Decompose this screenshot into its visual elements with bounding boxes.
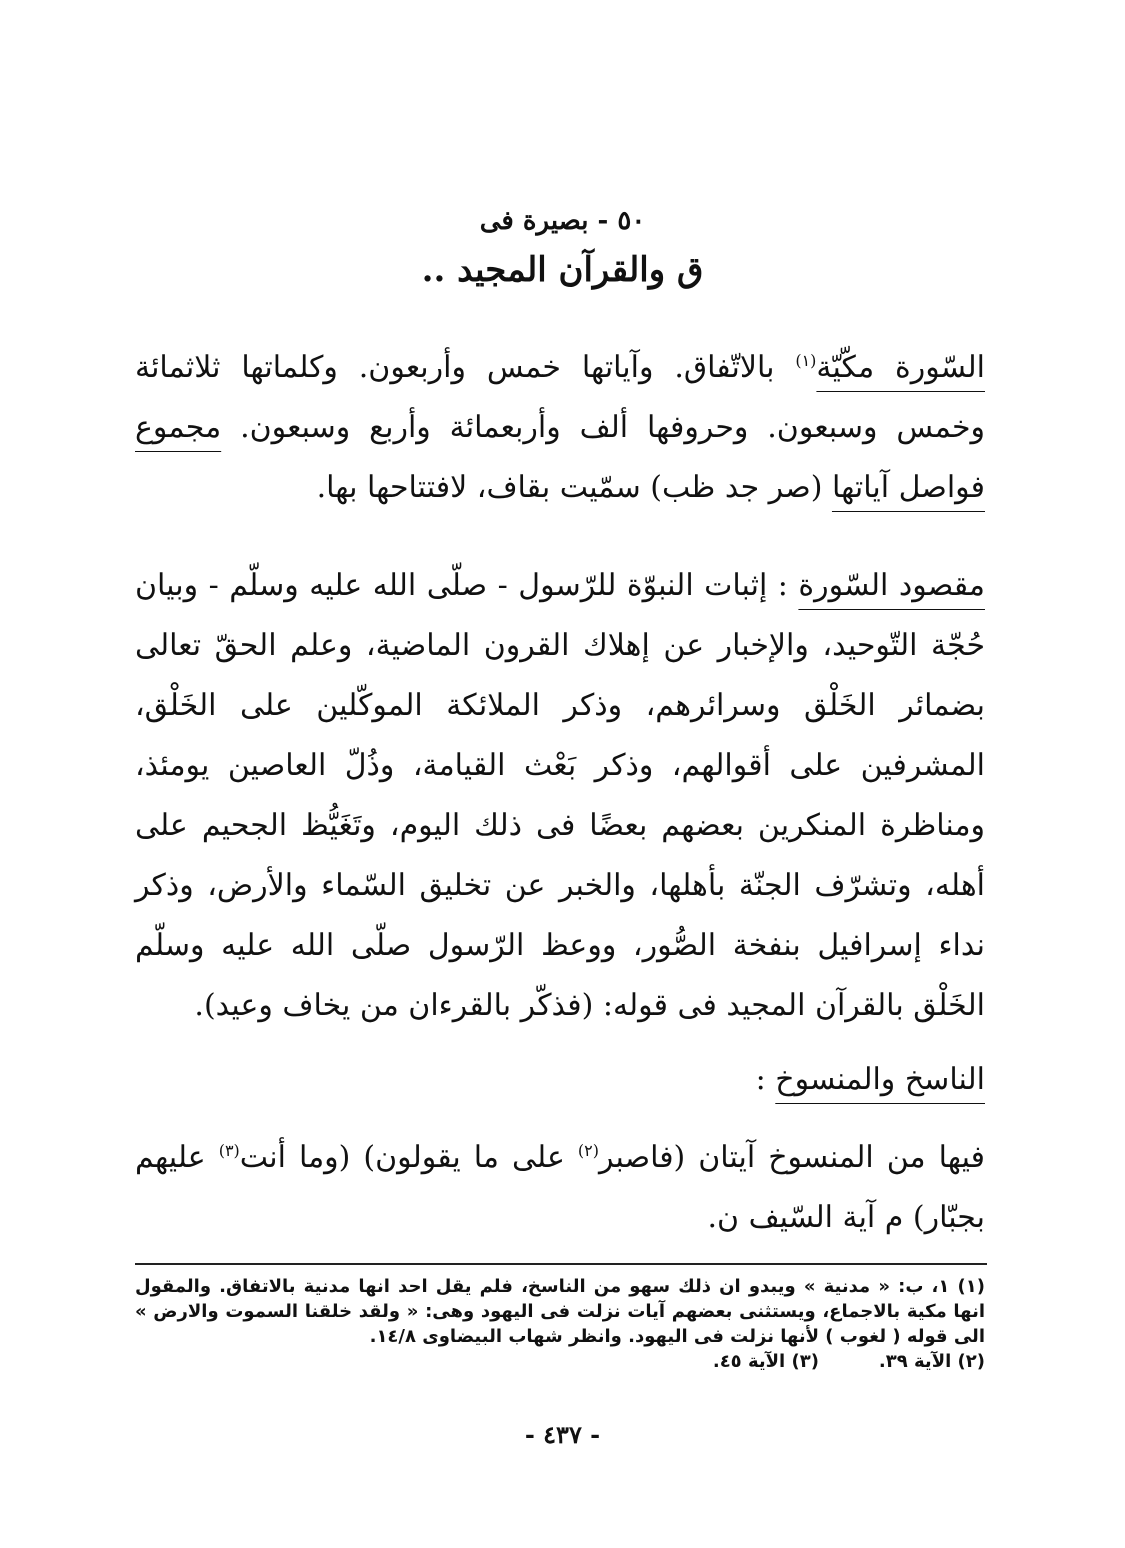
paragraph-naskh-text-3: عليهم بجبّار) م آية السّيف ن. [135, 1140, 985, 1235]
footnotes [135, 1274, 985, 1374]
phrase-maqsud: مقصود السّورة [798, 568, 985, 603]
paragraph-purpose [135, 556, 985, 1036]
paragraph-intro [135, 338, 985, 518]
paragraph-intro-text-end: (صر جد ظب) سمّيت بقاف، لافتتاحها بها. [316, 470, 832, 505]
phrase-makkiyya: السّورة مكّيّة [816, 350, 985, 385]
section-number: ٥٠ - بصيرة فى [479, 206, 646, 236]
phrase-fawasil: مجموع فواصل آياتها [135, 410, 985, 505]
page-title: ق والقرآن المجيد .. [421, 250, 704, 290]
footnote-ref-3[interactable]: (٣) [218, 1141, 240, 1160]
page-number: - ٤٣٧ - [524, 1420, 601, 1449]
naskh-heading [756, 1050, 985, 1110]
footnote-1: (١) ١، ب: « مدنية » ويبدو ان ذلك سهو من الناسخ، فلم يقل احد انها مدنية بالاتفاق. والمقول انها مكية بالاجماع، ويستثنى بعضهم آيات نزلت فى اليهود وهى: « ولقد خلقنا السموت والارض » الى قوله ( لغوب ) لأنها نزلت فى اليهود. وانظر شهاب البيضاوى ١٤/٨. [135, 1276, 985, 1347]
paragraph-naskh-text-2: على ما يقولون) (وما أنت [239, 1140, 578, 1175]
footnote-ref-2[interactable]: (٢) [577, 1141, 599, 1160]
footnote-row [135, 1349, 985, 1374]
footnote-2: (٢) الآية ٣٩. [878, 1351, 985, 1372]
paragraph-intro-text: بالاتّفاق. وآياتها خمس وأربعون. وكلماتها ثلاثمائة وخمس وسبعون. وحروفها ألف وأربعمائة وأربع وسبعون. [135, 350, 985, 445]
paragraph-naskh [135, 1128, 985, 1248]
footnote-ref-1[interactable]: (١) [795, 351, 817, 370]
naskh-heading-label: الناسخ والمنسوخ [775, 1062, 985, 1097]
paragraph-purpose-text: : إثبات النبوّة للرّسول - صلّى الله عليه وسلّم - وبيان حُجّة التّوحيد، والإخبار عن إهلاك القرون الماضية، وعلم الحقّ تعالى بضمائر الخَلْق وسرائرهم، وذكر الملائكة الموكّلين على الخَلْق، المشرفين على أقوالهم، وذكر بَعْث القيامة، وذُلّ العاصين يومئذ، ومناظرة المنكرين بعضهم بعضًا فى ذلك اليوم، وتَغَيُّظ الجحيم على أهله، وتشرّف الجنّة بأهلها، والخبر عن تخليق السّماء والأرض، وذكر نداء إسرافيل بنفخة الصُّور، ووعظ الرّسول صلّى الله عليه وسلّم الخَلْق بالقرآن المجيد فى قوله: (فذكّر بالقرءان من يخاف وعيد). [135, 568, 985, 1023]
footnote-divider [135, 1263, 987, 1265]
naskh-heading-colon: : [755, 1062, 776, 1097]
paragraph-naskh-text-1: فيها من المنسوخ آيتان (فاصبر [598, 1140, 986, 1175]
footnote-3: (٣) الآية ٤٥. [712, 1351, 819, 1372]
